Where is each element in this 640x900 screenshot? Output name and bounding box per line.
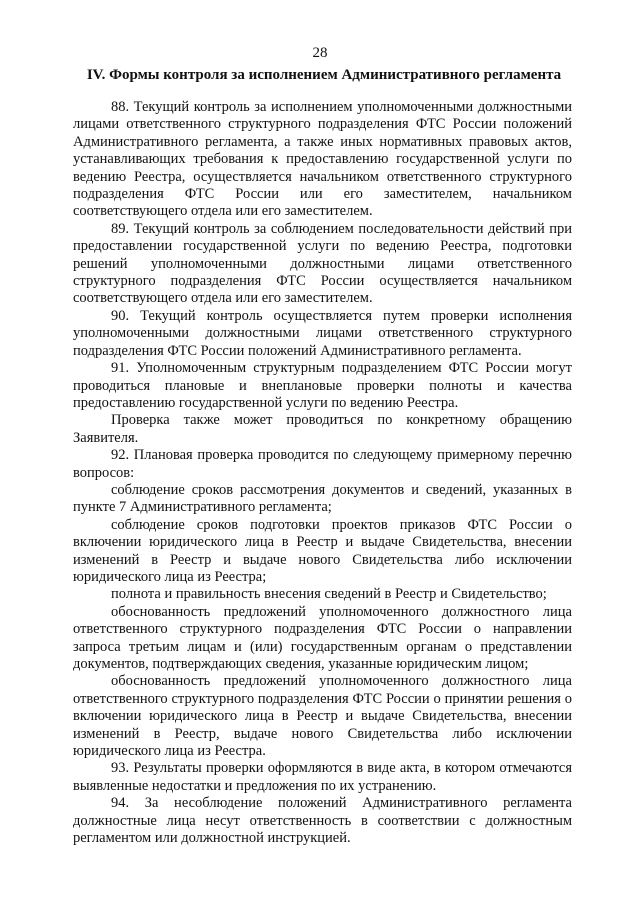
body-text — [73, 99, 572, 847]
page-number: 28 — [312, 45, 328, 61]
list-item: обоснованность предложений уполномоченного должностного лица ответственного структурного подразделения ФТС России о принятии решения о включении юридического лица в Реестр и выдаче Свидетельства, внесении изменений в Реестр, выдаче нового Свидетельства либо исключении юридического лица из Реестра. — [73, 673, 572, 760]
paragraph-89: 89. Текущий контроль за соблюдением последовательности действий при предоставлении государственной услуги по ведению Реестра, подготовки решений уполномоченными должностными лицами ответственного структурного подразделения ФТС России осуществляется начальником соответствующего отдела или его заместителем. — [73, 220, 572, 307]
paragraph-91-note: Проверка также может проводиться по конкретному обращению Заявителя. — [73, 412, 572, 446]
section-title: IV. Формы контроля за исполнением Административного регламента — [86, 67, 562, 83]
paragraph-91: 91. Уполномоченным структурным подразделением ФТС России могут проводиться плановые и внеплановые проверки полноты и качества предоставлению государственной услуги по ведению Реестра. — [73, 360, 572, 411]
paragraph-92: 92. Плановая проверка проводится по следующему примерному перечню вопросов: — [73, 447, 572, 481]
list-item: обоснованность предложений уполномоченного должностного лица ответственного структурного подразделения ФТС России о направлении запроса третьим лицам и (или) государственным органам о представлении документов, подтверждающих сведения, указанные юридическим лицом; — [73, 603, 572, 672]
list-item: соблюдение сроков подготовки проектов приказов ФТС России о включении юридического лица в Реестр и выдаче Свидетельства, внесении изменений в Реестр и выдаче нового Свидетельства либо исключении юридического лица из Реестра; — [73, 516, 572, 585]
paragraph-90: 90. Текущий контроль осуществляется путем проверки исполнения уполномоченными должностными лицами ответственного структурного подразделения ФТС России положений Административного регламента. — [73, 307, 572, 359]
list-item: соблюдение сроков рассмотрения документов и сведений, указанных в пункте 7 Административного регламента; — [73, 481, 572, 516]
list-item: полнота и правильность внесения сведений в Реестр и Свидетельство; — [111, 586, 547, 603]
paragraph-88: 88. Текущий контроль за исполнением уполномоченными должностными лицами ответственного структурного подразделения ФТС России положений Административного регламента, а также иных нормативных правовых актов, устанавливающих требования к предоставлению государственной услуги по ведению Реестра, осуществляется начальником ответственного структурного подразделения ФТС России или его заместителем, начальником соответствующего отдела или его заместителем. — [73, 99, 572, 220]
paragraph-94: 94. За несоблюдение положений Административного регламента должностные лица несут ответственность в соответствии с должностным регламентом или должностной инструкцией. — [73, 795, 572, 847]
paragraph-93: 93. Результаты проверки оформляются в виде акта, в котором отмечаются выявленные недостатки и предложения по их устранению. — [73, 760, 572, 794]
